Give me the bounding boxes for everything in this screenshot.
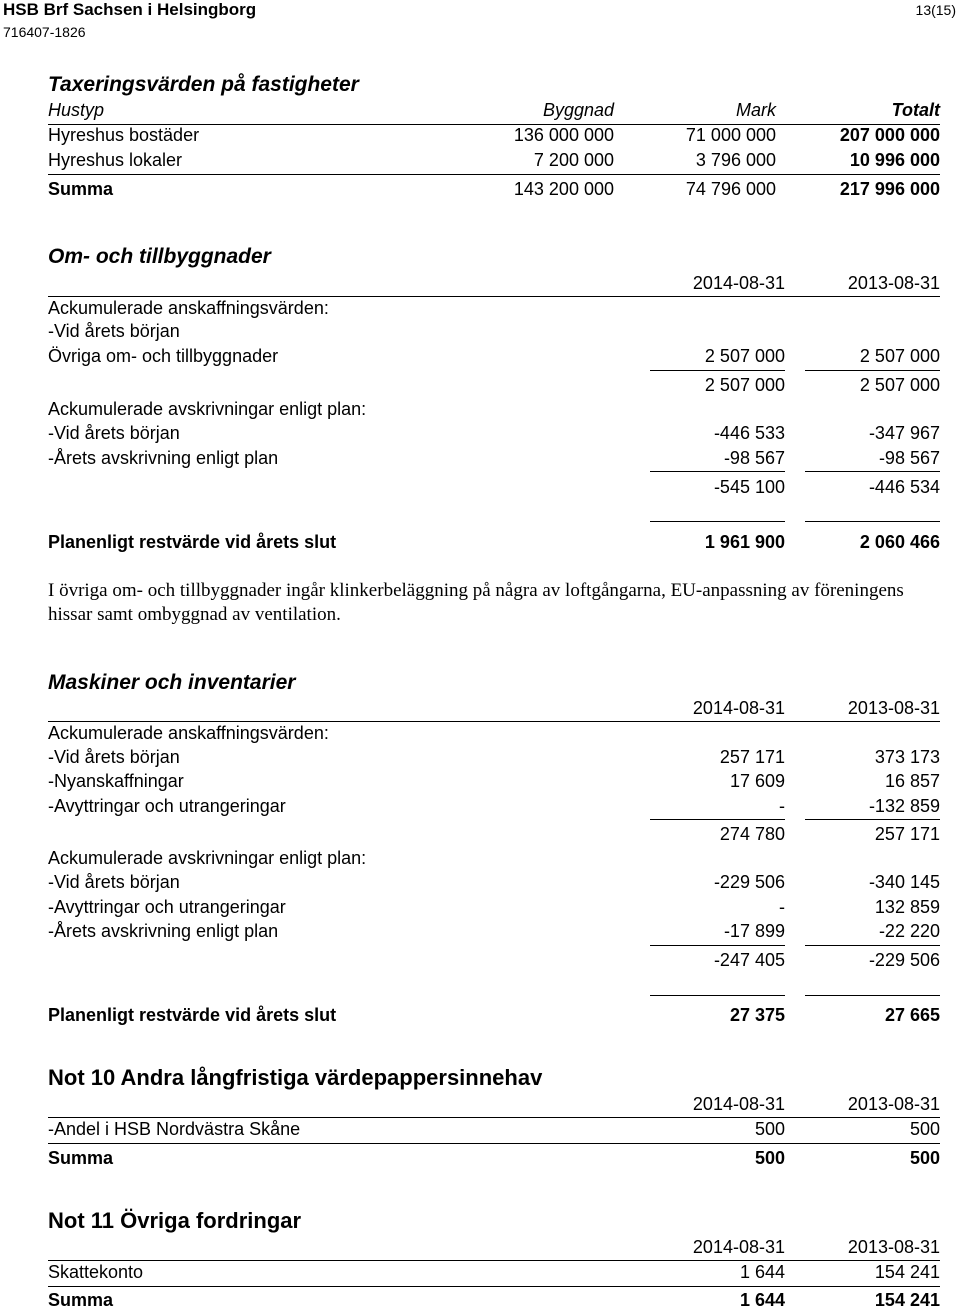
table-row <box>48 871 940 893</box>
not11-sum-rule <box>48 1286 940 1287</box>
om-till-title: Om- och tillbyggnader <box>48 245 271 268</box>
cell-previous: 2 060 466 <box>859 532 940 552</box>
cell-current: 1 961 900 <box>704 532 785 552</box>
row-label: -Avyttringar och utrangeringar <box>48 897 286 917</box>
subtotal-rule <box>805 471 940 472</box>
date-previous: 2013-08-31 <box>847 1237 940 1257</box>
not10-title: Not 10 Andra långfristiga värdepappersinnehav <box>48 1065 543 1090</box>
subtotal-rule <box>805 819 940 820</box>
cell-mark: 3 796 000 <box>695 150 776 170</box>
taxering-header-row <box>48 99 940 121</box>
cell-previous: -340 145 <box>868 872 940 892</box>
cell-current: -98 567 <box>723 448 785 468</box>
cell-previous: 500 <box>909 1148 940 1168</box>
table-row <box>48 124 940 146</box>
cell-previous: -347 967 <box>868 423 940 443</box>
row-label: Hyreshus bostäder <box>48 125 200 145</box>
taxering-title: Taxeringsvärden på fastigheter <box>48 73 359 96</box>
taxering-sum-rule <box>48 174 940 175</box>
subtotal-row <box>48 374 940 396</box>
cell-previous: 2 507 000 <box>859 346 940 366</box>
table-row <box>48 847 940 869</box>
cell-current: 1 644 <box>739 1262 785 1282</box>
row-label: Skattekonto <box>48 1262 144 1282</box>
subtotal-row <box>48 823 940 845</box>
col-totalt: Totalt <box>891 100 940 120</box>
cell-mark: 74 796 000 <box>685 179 776 199</box>
date-current: 2014-08-31 <box>692 1237 785 1257</box>
row-label: Ackumulerade avskrivningar enligt plan: <box>48 399 367 419</box>
cell-totalt: 217 996 000 <box>839 179 940 199</box>
subtotal-rule <box>805 370 940 371</box>
row-label: Ackumulerade anskaffningsvärden: <box>48 723 329 743</box>
date-previous: 2013-08-31 <box>847 273 940 293</box>
result-rule <box>805 521 940 522</box>
col-byggnad: Byggnad <box>542 100 614 120</box>
table-row <box>48 398 940 420</box>
not11-sum-row <box>48 1289 940 1311</box>
subtotal-row <box>48 949 940 971</box>
col-mark: Mark <box>736 100 776 120</box>
cell-current: 257 171 <box>719 747 785 767</box>
subtotal-row <box>48 476 940 498</box>
cell-byggnad: 136 000 000 <box>513 125 614 145</box>
cell-current: -229 506 <box>713 872 785 892</box>
result-rule <box>650 521 785 522</box>
table-row <box>48 795 940 817</box>
table-row <box>48 447 940 469</box>
maskiner-title: Maskiner och inventarier <box>48 671 296 694</box>
taxering-sum-row <box>48 178 940 200</box>
cell-current: 1 644 <box>739 1290 785 1310</box>
row-label: -Avyttringar och utrangeringar <box>48 796 286 816</box>
cell-current: 17 609 <box>729 771 785 791</box>
table-row <box>48 1118 940 1140</box>
cell-current: 2 507 000 <box>704 375 785 395</box>
row-label: -Årets avskrivning enligt plan <box>48 448 279 468</box>
row-label: -Nyanskaffningar <box>48 771 184 791</box>
cell-byggnad: 7 200 000 <box>533 150 614 170</box>
table-row <box>48 422 940 444</box>
row-label: -Vid årets början <box>48 747 180 767</box>
cell-previous: -98 567 <box>878 448 940 468</box>
table-row <box>48 746 940 768</box>
row-label: -Årets avskrivning enligt plan <box>48 921 279 941</box>
cell-current: -17 899 <box>723 921 785 941</box>
col-hustyp: Hustyp <box>48 100 105 120</box>
result-rule <box>805 995 940 996</box>
not10-sum-rule <box>48 1143 940 1144</box>
row-label: -Vid årets början <box>48 423 180 443</box>
om-till-result-row <box>48 531 940 553</box>
not10-date-row <box>48 1093 940 1115</box>
subtotal-rule <box>650 945 785 946</box>
row-label: Ackumulerade avskrivningar enligt plan: <box>48 848 367 868</box>
cell-current: 2 507 000 <box>704 346 785 366</box>
not10-sum-row <box>48 1147 940 1169</box>
date-current: 2014-08-31 <box>692 1094 785 1114</box>
cell-current: 500 <box>754 1119 785 1139</box>
row-label: Övriga om- och tillbyggnader <box>48 346 279 366</box>
table-row <box>48 320 940 342</box>
table-row <box>48 297 940 319</box>
cell-totalt: 207 000 000 <box>839 125 940 145</box>
maskiner-result-row <box>48 1004 940 1026</box>
cell-current: - <box>779 796 785 816</box>
cell-current: -446 533 <box>713 423 785 443</box>
subtotal-rule <box>650 370 785 371</box>
cell-previous: 2 507 000 <box>859 375 940 395</box>
cell-mark: 71 000 000 <box>685 125 776 145</box>
row-label: Ackumulerade anskaffningsvärden: <box>48 298 329 318</box>
cell-previous: -132 859 <box>868 796 940 816</box>
table-row <box>48 149 940 171</box>
maskiner-date-row <box>48 697 940 719</box>
table-row <box>48 722 940 744</box>
row-label: Summa <box>48 1148 114 1168</box>
table-row <box>48 770 940 792</box>
company-name: HSB Brf Sachsen i Helsingborg <box>3 0 257 19</box>
date-current: 2014-08-31 <box>692 273 785 293</box>
cell-previous: 257 171 <box>874 824 940 844</box>
cell-previous: -22 220 <box>878 921 940 941</box>
cell-totalt: 10 996 000 <box>849 150 940 170</box>
cell-current: 27 375 <box>729 1005 785 1025</box>
org-number: 716407-1826 <box>3 24 86 40</box>
cell-current: - <box>779 897 785 917</box>
table-row <box>48 896 940 918</box>
row-label: -Andel i HSB Nordvästra Skåne <box>48 1119 301 1139</box>
cell-previous: 154 241 <box>874 1262 940 1282</box>
not11-title: Not 11 Övriga fordringar <box>48 1208 302 1233</box>
row-label: Planenligt restvärde vid årets slut <box>48 532 337 552</box>
subtotal-rule <box>805 945 940 946</box>
cell-current: -247 405 <box>713 950 785 970</box>
date-current: 2014-08-31 <box>692 698 785 718</box>
row-label: Summa <box>48 179 114 199</box>
row-label: Planenligt restvärde vid årets slut <box>48 1005 337 1025</box>
cell-current: 274 780 <box>719 824 785 844</box>
cell-previous: 132 859 <box>874 897 940 917</box>
om-till-date-row <box>48 272 940 294</box>
cell-previous: 154 241 <box>874 1290 940 1310</box>
row-label: Summa <box>48 1290 114 1310</box>
cell-previous: 373 173 <box>874 747 940 767</box>
table-row <box>48 1261 940 1283</box>
cell-byggnad: 143 200 000 <box>513 179 614 199</box>
row-label: -Vid årets början <box>48 321 180 341</box>
om-till-note: I övriga om- och tillbyggnader ingår klinkerbeläggning på några av loftgångarna, EU-anpassning av föreningens hissar samt ombyggnad av ventilation. <box>48 580 904 625</box>
row-label: -Vid årets början <box>48 872 180 892</box>
date-previous: 2013-08-31 <box>847 698 940 718</box>
row-label: Hyreshus lokaler <box>48 150 183 170</box>
table-row <box>48 920 940 942</box>
result-rule <box>650 995 785 996</box>
cell-previous: 500 <box>909 1119 940 1139</box>
not11-date-row <box>48 1236 940 1258</box>
cell-previous: 16 857 <box>884 771 940 791</box>
page-number: 13(15) <box>915 2 956 18</box>
subtotal-rule <box>650 819 785 820</box>
cell-current: -545 100 <box>713 477 785 497</box>
table-row <box>48 345 940 367</box>
cell-current: 500 <box>754 1148 785 1168</box>
date-previous: 2013-08-31 <box>847 1094 940 1114</box>
subtotal-rule <box>650 471 785 472</box>
cell-previous: -446 534 <box>868 477 940 497</box>
cell-previous: 27 665 <box>884 1005 940 1025</box>
cell-previous: -229 506 <box>868 950 940 970</box>
